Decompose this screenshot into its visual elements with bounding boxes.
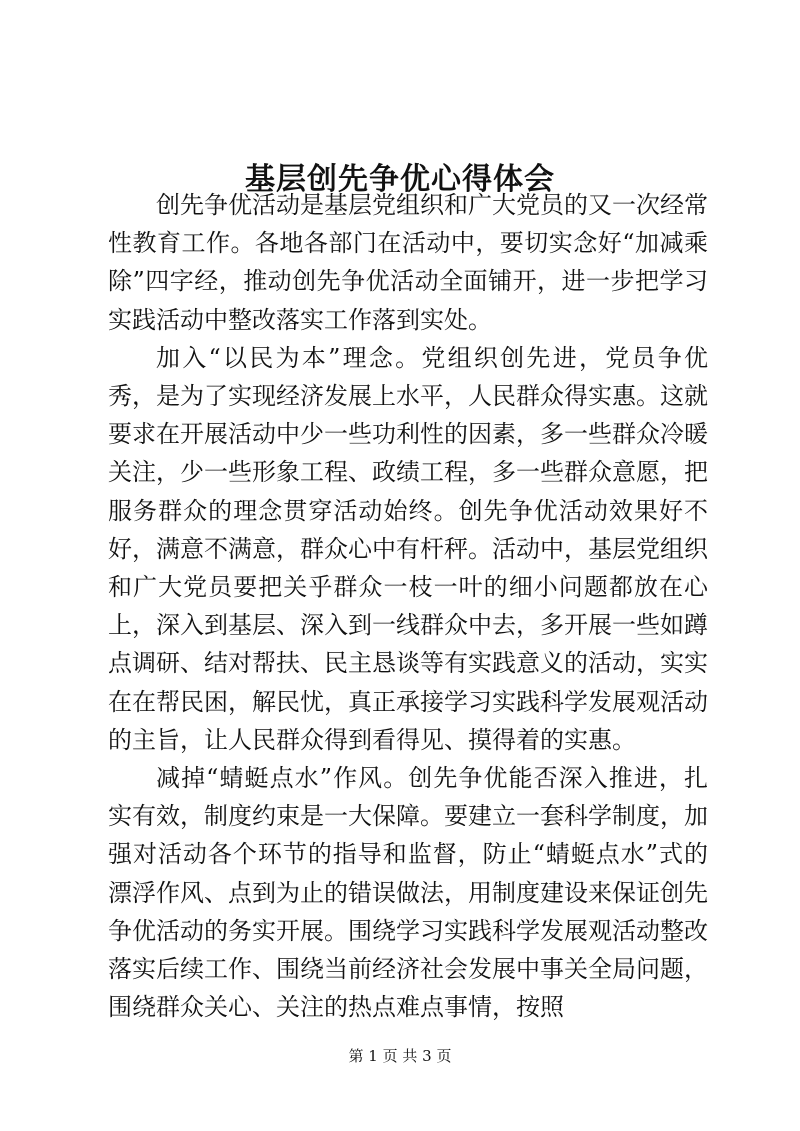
paragraph-1: 创先争优活动是基层党组织和广大党员的又一次经常性教育工作。各地各部门在活动中，要切实念好“加减乘除”四字经，推动创先争优活动全面铺开，进一步把学习实践活动中整改落实工作落到实处。 [108,191,708,334]
document-body [108,186,708,1026]
document-title: 基层创先争优心得体会 [245,162,555,198]
page-footer: 第 1 页 共 3 页 [348,1047,452,1065]
paragraph-3: 减掉“蜻蜓点水”作风。创先争优能否深入推进，扎实有效，制度约束是一大保障。要建立一套科学制度，加强对活动各个环节的指导和监督，防止“蜻蜓点水”式的漂浮作风、点到为止的错误做法，用制度建设来保证创先争优活动的务实开展。围绕学习实践科学发展观活动整改落实后续工作、围绕当前经济社会发展中事关全局问题，围绕群众关心、关注的热点难点事情，按照 [108,764,708,1022]
paragraph-2: 加入“以民为本”理念。党组织创先进，党员争优秀，是为了实现经济发展上水平，人民群众得实惠。这就要求在开展活动中少一些功利性的因素，多一些群众冷暖关注，少一些形象工程、政绩工程，多一些群众意愿，把服务群众的理念贯穿活动始终。创先争优活动效果好不好，满意不满意，群众心中有杆秤。活动中，基层党组织和广大党员要把关乎群众一枝一叶的细小问题都放在心上，深入到基层、深入到一线群众中去，多开展一些如蹲点调研、结对帮扶、民主恳谈等有实践意义的活动，实实在在帮民困，解民忧，真正承接学习实践科学发展观活动的主旨，让人民群众得到看得见、摸得着的实惠。 [108,343,708,754]
